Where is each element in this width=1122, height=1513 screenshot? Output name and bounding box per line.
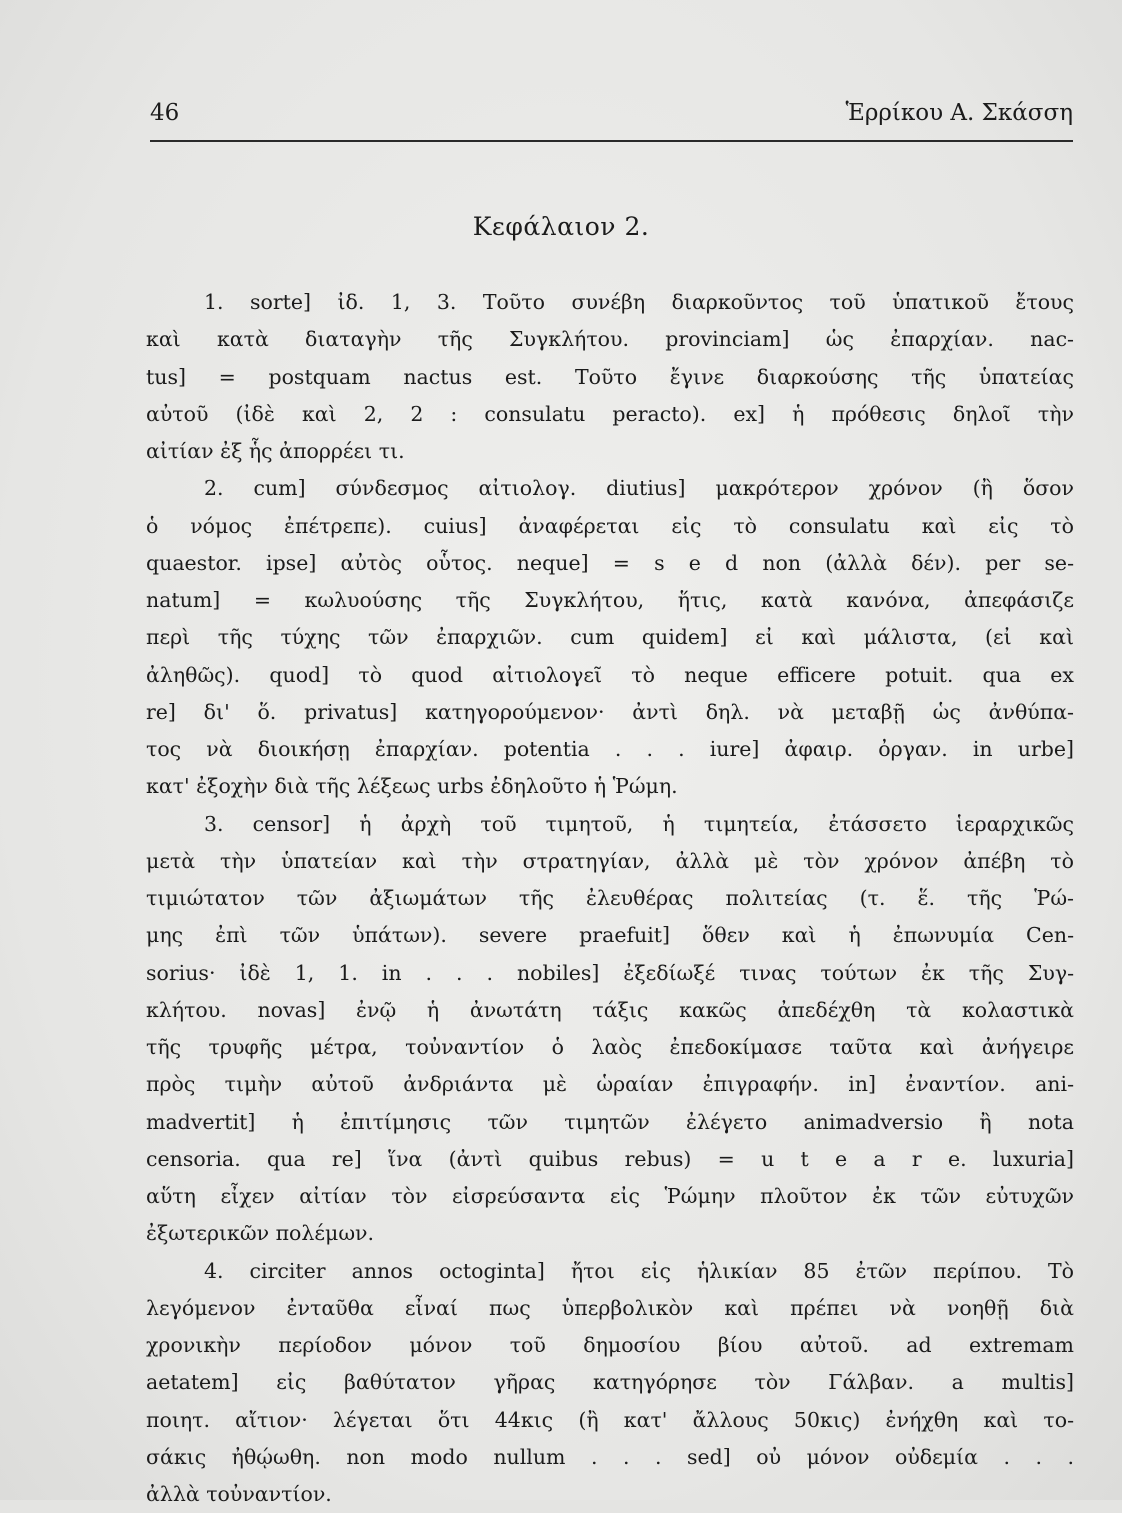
- text-line: ἀληθῶς). quod] τὸ quod αἰτιολογεῖ τὸ neque efficere potuit. qua ex: [146, 662, 1074, 687]
- text-line: καὶ κατὰ διαταγὴν τῆς Συγκλήτου. provinciam] ὡς ἐπαρχίαν. nac-: [146, 327, 1074, 352]
- text-line: σάκις ἠθῴωθη. non modo nullum . . . sed] οὐ μόνον οὐδεμία . . .: [146, 1444, 1074, 1469]
- running-title: Ἑρρίκου Α. Σκάσση: [845, 100, 1073, 126]
- page-number: 46: [150, 100, 180, 126]
- text-line: τος νὰ διοικήσῃ ἐπαρχίαν. potentia . . . iure] ἀφαιρ. ὀργαν. in urbe]: [146, 737, 1074, 761]
- text-line: τῆς τρυφῆς μέτρα, τοὐναντίον ὁ λαὸς ἐπεδοκίμασε ταῦτα καὶ ἀνήγειρε: [146, 1035, 1074, 1059]
- text-line: ποιητ. αἴτιον· λέγεται ὅτι 44κις (ἢ κατ' ἄλλους 50κις) ἐνήχθη καὶ το-: [146, 1407, 1074, 1432]
- text-line: censoria. qua re] ἵνα (ἀντὶ quibus rebus) = u t e a r e. luxuria]: [146, 1146, 1074, 1171]
- text-line: aetatem] εἰς βαθύτατον γῆρας κατηγόρησε τὸν Γάλβαν. a multis]: [146, 1370, 1074, 1395]
- running-head: [150, 100, 1073, 126]
- chapter-title: Κεφάλαιον 2.: [472, 212, 650, 241]
- text-line: λεγόμενον ἐνταῦθα εἶναί πως ὑπερβολικὸν καὶ πρέπει νὰ νοηθῇ διὰ: [146, 1295, 1074, 1320]
- text-line: 2. cum] σύνδεσμος αἰτιολογ. diutius] μακρότερον χρόνον (ἢ ὅσον: [204, 476, 1074, 501]
- text-line: ἀλλὰ τοὐναντίον.: [146, 1482, 332, 1506]
- text-line: ὁ νόμος ἐπέτρεπε). cuius] ἀναφέρεται εἰς τὸ consulatu καὶ εἰς τὸ: [146, 513, 1074, 538]
- text-line: τιμιώτατον τῶν ἀξιωμάτων τῆς ἐλευθέρας πολιτείας (τ. ἕ. τῆς Ῥώ-: [146, 886, 1074, 910]
- text-line: 1. sorte] ἰδ. 1, 3. Τοῦτο συνέβη διαρκοῦντος τοῦ ὑπατικοῦ ἔτους: [204, 290, 1074, 314]
- text-line: πρὸς τιμὴν αὐτοῦ ἀνδριάντα μὲ ὡραίαν ἐπιγραφήν. in] ἐναντίον. ani-: [146, 1072, 1074, 1097]
- text-line: αὕτη εἶχεν αἰτίαν τὸν εἰσρεύσαντα εἰς Ῥώμην πλοῦτον ἐκ τῶν εὐτυχῶν: [146, 1184, 1074, 1208]
- text-line: αἰτίαν ἐξ ἧς ἀπορρέει τι.: [146, 439, 405, 463]
- text-line: 4. circiter annos octoginta] ἤτοι εἰς ἡλικίαν 85 ἐτῶν περίπου. Τὸ: [204, 1258, 1074, 1283]
- text-line: 3. censor] ἡ ἀρχὴ τοῦ τιμητοῦ, ἡ τιμητεία, ἐτάσσετο ἱεραρχικῶς: [204, 811, 1074, 836]
- text-line: quaestor. ipse] αὐτὸς οὗτος. neque] = s e d non (ἀλλὰ δέν). per se-: [146, 550, 1074, 575]
- text-line: ἐξωτερικῶν πολέμων.: [146, 1221, 375, 1246]
- text-line: αὐτοῦ (ἰδὲ καὶ 2, 2 : consulatu peracto). ex] ἡ πρόθεσις δηλοῖ τὴν: [146, 401, 1074, 426]
- commentary-body: [146, 284, 1074, 1513]
- text-line: re] δι' ὅ. privatus] κατηγορούμενον· ἀντὶ δηλ. νὰ μεταβῇ ὡς ἀνθύπα-: [146, 699, 1074, 724]
- header-rule: [150, 140, 1073, 142]
- text-line: natum] = κωλυούσης τῆς Συγκλήτου, ἥτις, κατὰ κανόνα, ἀπεφάσιζε: [146, 588, 1074, 612]
- text-line: περὶ τῆς τύχης τῶν ἐπαρχιῶν. cum quidem] εἰ καὶ μάλιστα, (εἰ καὶ: [146, 625, 1074, 650]
- text-line: μης ἐπὶ τῶν ὑπάτων). severe praefuit] ὅθεν καὶ ἡ ἐπωνυμία Cen-: [146, 923, 1074, 948]
- text-line: χρονικὴν περίοδον μόνον τοῦ δημοσίου βίου αὐτοῦ. ad extremam: [146, 1333, 1074, 1357]
- text-line: madvertit] ἡ ἐπιτίμησις τῶν τιμητῶν ἐλέγετο animadversio ἢ nota: [146, 1109, 1074, 1134]
- text-line: μετὰ τὴν ὑπατείαν καὶ τὴν στρατηγίαν, ἀλλὰ μὲ τὸν χρόνον ἀπέβη τὸ: [146, 848, 1074, 873]
- text-line: tus] = postquam nactus est. Τοῦτο ἔγινε διαρκούσης τῆς ὑπατείας: [146, 364, 1074, 389]
- text-line: sorius· ἰδὲ 1, 1. in . . . nobiles] ἐξεδίωξέ τινας τούτων ἐκ τῆς Συγ-: [146, 960, 1074, 985]
- text-line: κατ' ἐξοχὴν διὰ τῆς λέξεως urbs ἐδηλοῦτο ἡ Ῥώμη.: [146, 774, 678, 799]
- text-line: κλήτου. novas] ἐνῷ ἡ ἀνωτάτη τάξις κακῶς ἀπεδέχθη τὰ κολαστικὰ: [146, 997, 1074, 1022]
